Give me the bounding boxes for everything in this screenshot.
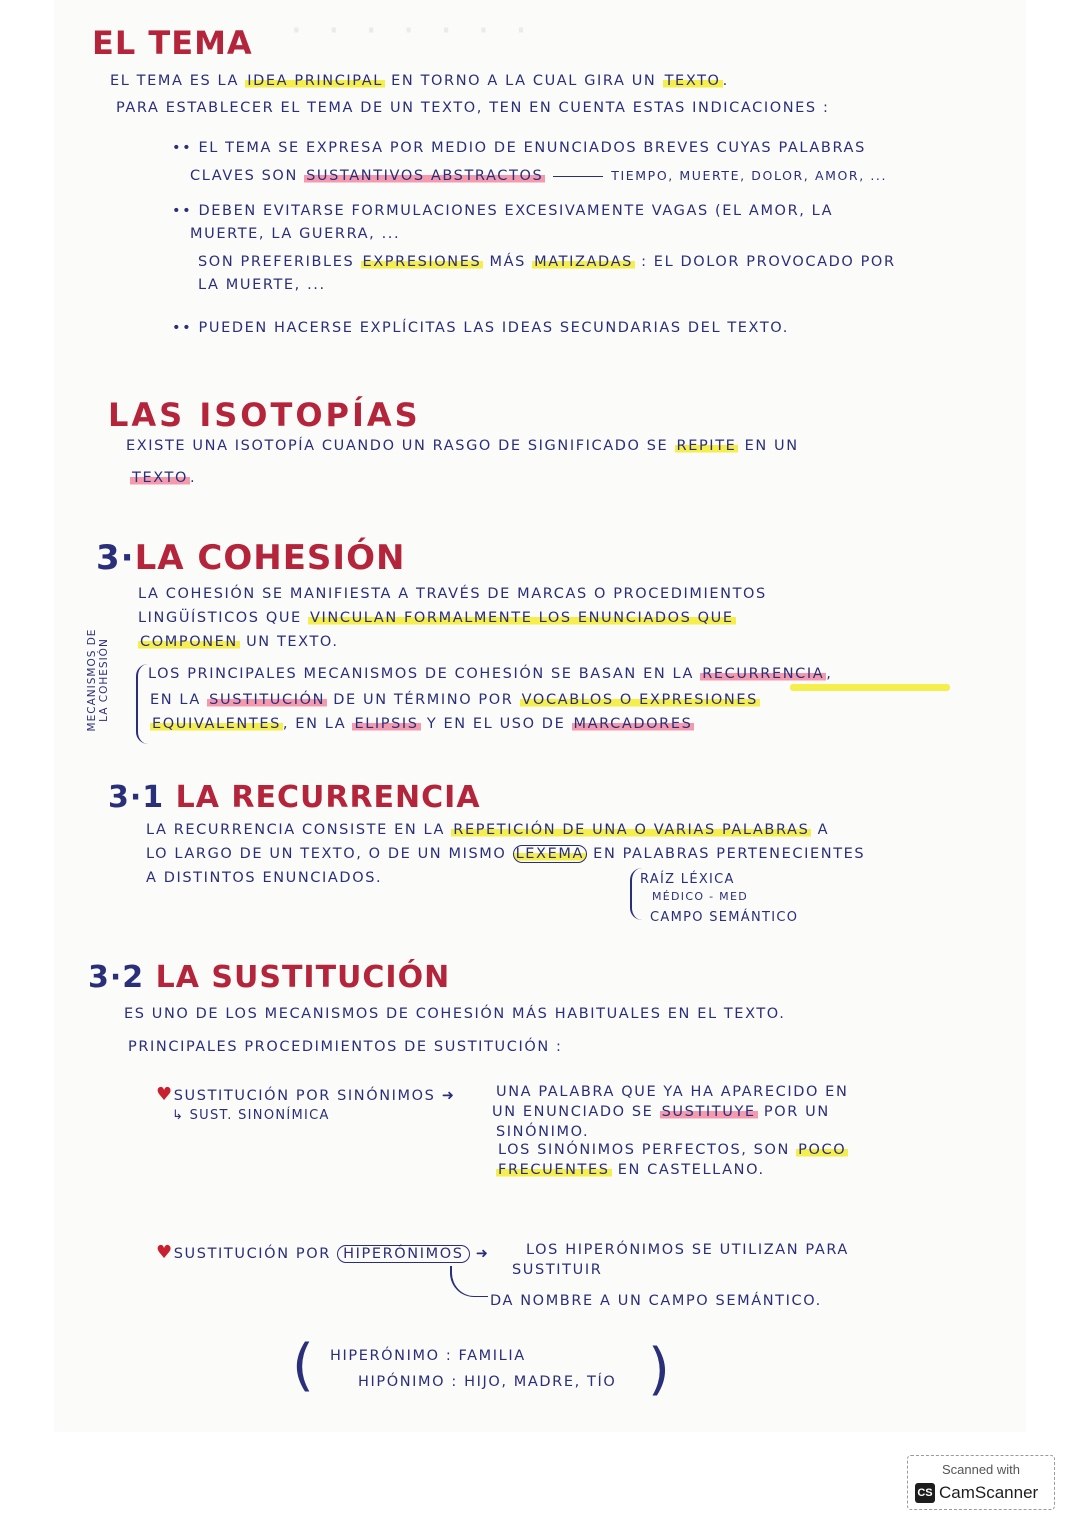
hiperonimos-explanation-1: LOS HIPERÓNIMOS SE UTILIZAN PARA [526,1242,849,1258]
section-number: 3·1 [108,780,165,815]
tema-bullet-1: •• EL TEMA SE EXPRESA POR MEDIO DE ENUNCIADOS BREVES CUYAS PALABRAS [172,140,866,156]
brace [136,664,148,744]
tema-bullet-1-cont: CLAVES SON SUSTANTIVOS ABSTRACTOS TIEMPO, MUERTE, DOLOR, AMOR, ... [190,168,888,184]
watermark-brand: CamScanner [939,1483,1039,1502]
highlight: RECURRENCIA [702,666,825,682]
highlight: MARCADORES [573,716,693,732]
sustitucion-sinonimos-sub: ↳ SUST. SINONÍMICA [172,1108,330,1123]
cohesion-mechanisms: LOS PRINCIPALES MECANISMOS DE COHESIÓN SE BASAN EN LA RECURRENCIA , [148,666,833,682]
cohesion-definition-end: COMPONEN UN TEXTO. [140,634,339,650]
highlight: FRECUENTES [498,1162,610,1178]
hiperonimos-explanation-2: SUSTITUIR [512,1262,603,1278]
isotopias-definition: EXISTE UNA ISOTOPÍA CUANDO UN RASGO DE SIGNIFICADO SE REPITE EN UN [126,438,799,454]
recurrencia-definition: LA RECURRENCIA CONSISTE EN LA REPETICIÓN DE UNA O VARIAS PALABRAS A [146,822,830,838]
curved-arrow-icon: ↳ [172,1108,190,1123]
example-hiponimo: HIPÓNIMO : HIJO, MADRE, TÍO [358,1374,617,1390]
example-hiperonimo: HIPERÓNIMO : FAMILIA [330,1348,526,1364]
tema-definition: EL TEMA ES LA IDEA PRINCIPAL EN TORNO A LA CUAL GIRA UN TEXTO . [110,73,729,89]
highlight: ELIPSIS [354,716,419,732]
sustitucion-procedures: PRINCIPALES PROCEDIMIENTOS DE SUSTITUCIÓN : [128,1039,563,1055]
tema-bullet-2: •• DEBEN EVITARSE FORMULACIONES EXCESIVAMENTE VAGAS (EL AMOR, LA [172,203,834,219]
recurrencia-note-3: CAMPO SEMÁNTICO [650,910,799,925]
paren-open: ( [292,1333,314,1398]
arrow-line [553,176,603,177]
section-title-tema: EL TEMA [92,24,253,62]
highlight: SUSTITUCIÓN [209,692,326,708]
camscanner-watermark [907,1455,1055,1510]
highlight-circled: LEXEMA [513,845,587,863]
tema-instructions: PARA ESTABLECER EL TEMA DE UN TEXTO, TEN EN CUENTA ESTAS INDICACIONES : [116,100,830,116]
highlight: MATIZADAS [534,254,633,270]
sustitucion-definition: ES UNO DE LOS MECANISMOS DE COHESIÓN MÁS HABITUALES EN EL TEXTO. [124,1006,786,1022]
tema-bullet-3: •• PUEDEN HACERSE EXPLÍCITAS LAS IDEAS SECUNDARIAS DEL TEXTO. [172,320,789,336]
sustitucion-sinonimos: ♥SUSTITUCIÓN POR SINÓNIMOS ➜ [156,1084,456,1105]
sinonimos-explanation-1: UNA PALABRA QUE YA HA APARECIDO EN [496,1084,849,1100]
heart-icon: ♥ [156,1242,174,1263]
recurrencia-note-1: RAÍZ LÉXICA [640,872,735,887]
sinonimos-explanation-2: UN ENUNCIADO SE SUSTITUYE POR UN [492,1104,830,1120]
highlight: POCO [798,1142,847,1158]
heart-icon: ♥ [156,1084,174,1105]
cohesion-mechanisms-cont: EN LA SUSTITUCIÓN DE UN TÉRMINO POR VOCABLOS O EXPRESIONES [150,692,758,708]
hiperonimos-explanation-3: DA NOMBRE A UN CAMPO SEMÁNTICO. [490,1293,822,1309]
arrow-right-icon: ➜ [475,1246,490,1262]
highlight: TEXTO [664,73,721,89]
side-label-mecanismos: MECANISMOS DE LA COHESIÓN [86,628,110,732]
recurrencia-definition-cont: LO LARGO DE UN TEXTO, O DE UN MISMO LEXEMA EN PALABRAS PERTENECIENTES [146,846,866,862]
highlight: COMPONEN [140,634,238,650]
paren-close: ) [648,1337,670,1402]
section-title-isotopias: LAS ISOTOPÍAS [108,396,421,434]
sinonimos-explanation-5: FRECUENTES EN CASTELLANO. [498,1162,765,1178]
highlight: REPETICIÓN DE UNA O VARIAS PALABRAS [453,822,810,838]
section-number: 3· [96,538,135,578]
highlight: EXPRESIONES [362,254,482,270]
sustitucion-hiperonimos: ♥SUSTITUCIÓN POR HIPERÓNIMOS ➜ [156,1242,490,1263]
cohesion-definition-cont: LINGÜÍSTICOS QUE VINCULAN FORMALMENTE LOS ENUNCIADOS QUE [138,610,734,626]
sinonimos-explanation-4: LOS SINÓNIMOS PERFECTOS, SON POCO [498,1142,847,1158]
section-title-cohesion: 3·LA COHESIÓN [96,538,406,578]
cohesion-mechanisms-end: EQUIVALENTES , EN LA ELIPSIS Y EN EL USO DE MARCADORES [152,716,693,732]
arrow-right-icon: ➜ [441,1088,456,1104]
circled-word: HIPERÓNIMOS [337,1245,469,1263]
section-number: 3·2 [88,960,145,995]
highlight: SUSTITUYE [661,1104,756,1120]
watermark-caption: Scanned with [941,1462,1021,1477]
highlight: REPITE [676,438,737,454]
recurrencia-note-2: MÉDICO - MED [652,890,748,903]
camscanner-logo-icon: CS [915,1483,935,1503]
section-title-recurrencia: 3·1 LA RECURRENCIA [108,780,481,815]
bleed-through-text: · · · · · · · [290,8,534,54]
highlight: SUSTANTIVOS ABSTRACTOS [306,168,544,184]
tema-bullet-2-pref: SON PREFERIBLES EXPRESIONES MÁS MATIZADAS : EL DOLOR PROVOCADO POR [198,254,896,270]
highlight: EQUIVALENTES [152,716,281,732]
sinonimos-explanation-3: SINÓNIMO. [496,1124,590,1140]
recurrencia-definition-end: A DISTINTOS ENUNCIADOS. [146,870,383,886]
highlight: TEXTO [132,470,188,486]
cohesion-definition: LA COHESIÓN SE MANIFIESTA A TRAVÉS DE MARCAS O PROCEDIMIENTOS [138,586,767,602]
highlight: VINCULAN FORMALMENTE LOS ENUNCIADOS QUE [310,610,734,626]
highlight: IDEA PRINCIPAL [247,73,383,89]
isotopias-definition-cont: TEXTO . [132,470,197,486]
highlight-stroke [790,684,950,691]
tema-bullet-2-cont: MUERTE, LA GUERRA, ... [190,226,401,242]
tema-bullet-2-end: LA MUERTE, ... [198,277,326,293]
highlight: VOCABLOS O EXPRESIONES [521,692,758,708]
section-title-sustitucion: 3·2 LA SUSTITUCIÓN [88,960,451,995]
